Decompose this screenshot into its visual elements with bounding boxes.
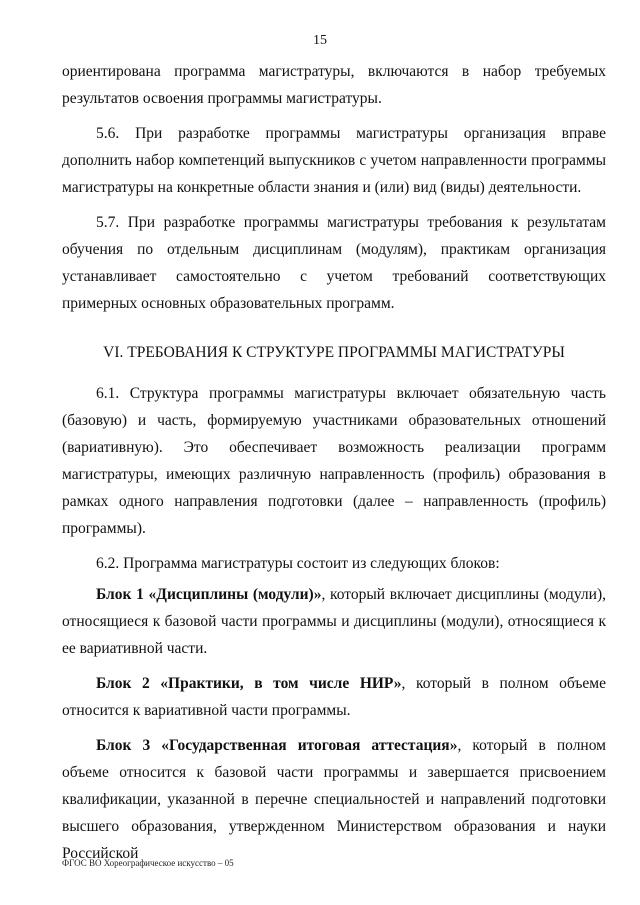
block-3-title: Блок 3 «Государственная итоговая аттестация»	[96, 737, 458, 754]
document-body	[62, 58, 606, 875]
paragraph-6-1: 6.1. Структура программы магистратуры включает обязательную часть (базовую) и часть, формируемую участниками образовательных отношений (вариативную). Это обеспечивает возможность реализации программ магистратуры, имеющих различную направленность (профиль) образования в рамках одного направления подготовки (далее – направленность (профиль) программы).	[62, 385, 606, 537]
block-1-text: , который включает дисциплины (модули), относящиеся к базовой части программы и дисциплины (модули), относящиеся к ее вариативной части.	[62, 586, 606, 657]
paragraph-5-7: 5.7. При разработке программы магистратуры требования к результатам обучения по отдельным дисциплинам (модулям), практикам организация устанавливает самостоятельно с учетом требований соответствующих примерных основных образовательных программ.	[62, 214, 606, 312]
paragraph-6-2: 6.2. Программа магистратуры состоит из следующих блоков:	[96, 555, 500, 572]
block-3-text: , который в полном объеме относится к базовой части программы и завершается присвоением квалификации, указанной в перечне специальностей и направлений подготовки высшего образования, утвержденном Министерством образования и науки Российской	[62, 737, 606, 862]
block-2-text: , который в полном объеме относится к вариативной части программы.	[62, 675, 606, 719]
page-footer: ФГОС ВО Хореографическое искусство – 05	[62, 858, 234, 868]
block-1-paragraph	[62, 581, 606, 662]
block-3-paragraph	[62, 732, 606, 867]
block-2-title: Блок 2 «Практики, в том числе НИР»	[96, 675, 402, 692]
paragraph-continuation: ориентирована программа магистратуры, включаются в набор требуемых результатов освоения программы магистратуры.	[62, 63, 606, 107]
paragraph-5-6: 5.6. При разработке программы магистратуры организация вправе дополнить набор компетенций выпускников с учетом направленности программы магистратуры на конкретные области знания и (или) вид (виды) деятельности.	[62, 125, 606, 196]
block-2-paragraph	[62, 670, 606, 724]
block-1-title: Блок 1 «Дисциплины (модули)»	[96, 586, 322, 603]
section-heading: VI. ТРЕБОВАНИЯ К СТРУКТУРЕ ПРОГРАММЫ МАГИСТРАТУРЫ	[103, 344, 565, 361]
page-number: 15	[313, 33, 327, 48]
